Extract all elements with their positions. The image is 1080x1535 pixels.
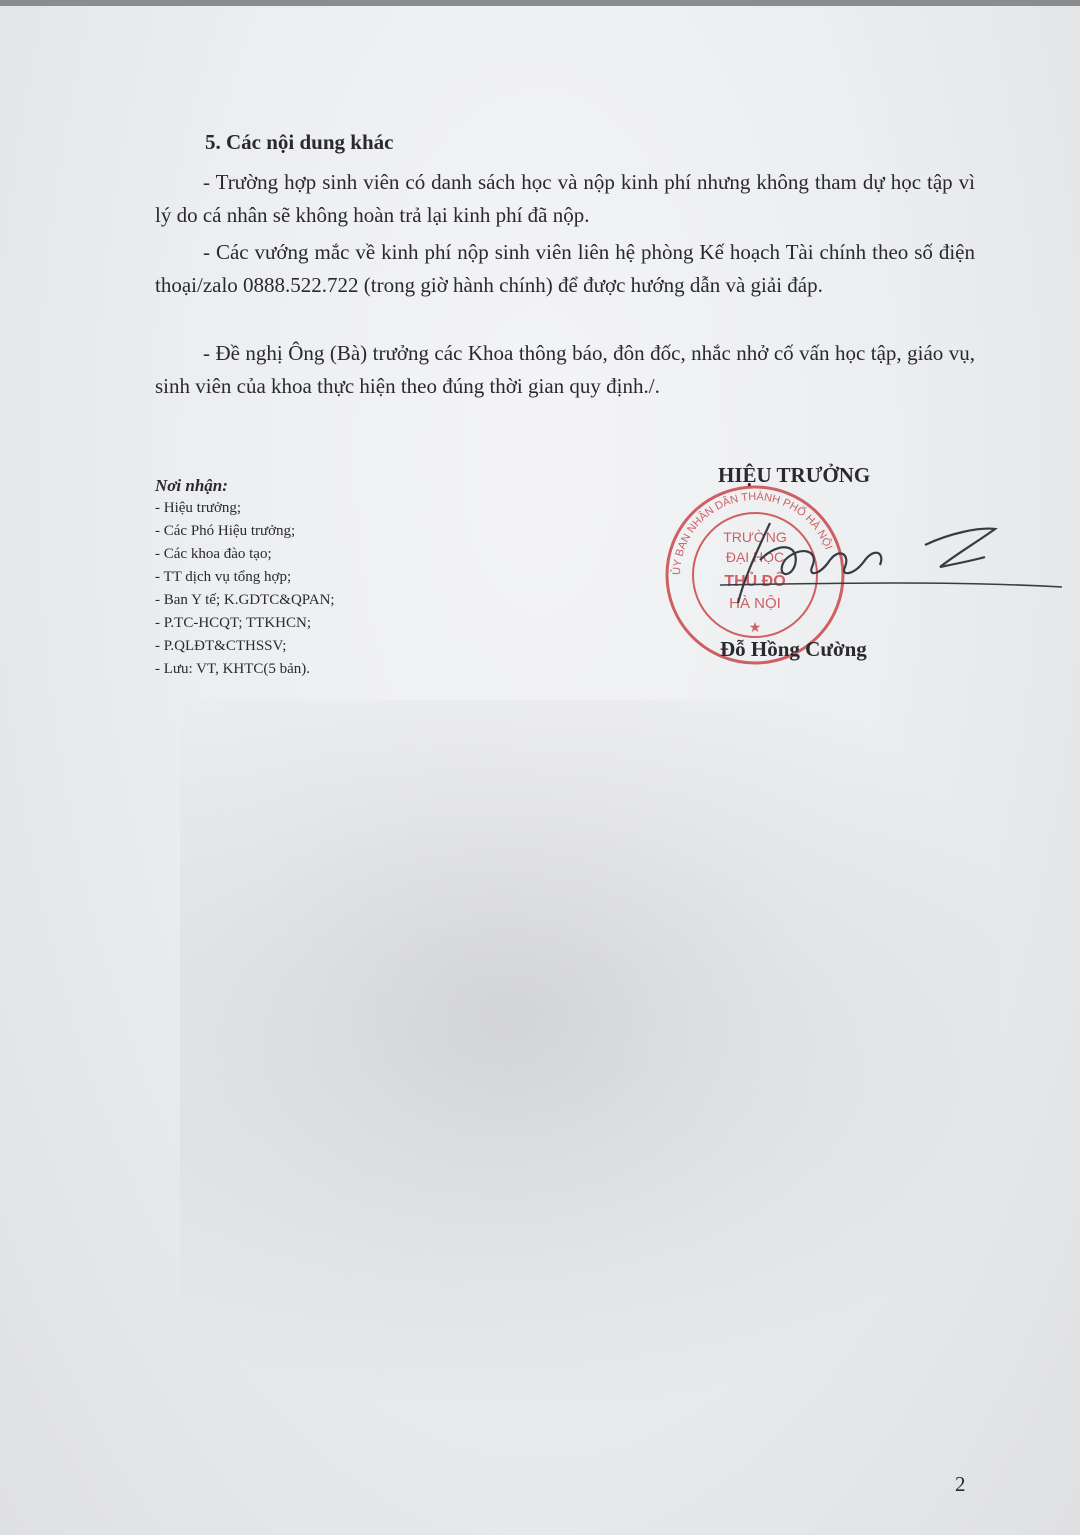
handwritten-signature — [690, 505, 1070, 615]
stamp-line-2: ĐẠI HỌC — [725, 549, 785, 565]
stamp-line-4: HÀ NỘI — [729, 595, 781, 612]
recipients-list — [155, 497, 335, 681]
recipient-item: - P.QLĐT&CTHSSV; — [155, 638, 287, 654]
recipients-block — [155, 474, 335, 681]
recipient-item: - Các Phó Hiệu trưởng; — [155, 523, 296, 539]
stamp-arc-text: ỦY BAN NHÂN DÂN THÀNH PHỐ HÀ NỘI — [670, 490, 835, 576]
recipient-item: - TT dịch vụ tổng hợp; — [155, 569, 292, 585]
page-number: 2 — [955, 1472, 966, 1496]
recipient-item: - Ban Y tế; K.GDTC&QPAN; — [155, 592, 335, 608]
signer-name: Đỗ Hồng Cường — [720, 637, 867, 661]
signer-title: HIỆU TRƯỞNG — [718, 463, 871, 487]
scan-edge — [0, 0, 1080, 6]
stamp-star: ★ — [748, 621, 762, 636]
paragraph-contact: - Các vướng mắc về kinh phí nộp sinh viên liên hệ phòng Kế hoạch Tài chính theo số điện thoại/zalo 0888.522.722 (trong giờ hành chính) để được hướng dẫn và giải đáp. — [155, 240, 975, 297]
recipients-title: Nơi nhận: — [155, 476, 228, 495]
paragraph-request: - Đề nghị Ông (Bà) trưởng các Khoa thông báo, đôn đốc, nhắc nhở cố vấn học tập, giáo vụ, sinh viên của khoa thực hiện theo đúng thời gian quy định./. — [155, 341, 975, 398]
recipient-item: - P.TC-HCQT; TTKHCN; — [155, 615, 311, 631]
recipient-item: - Hiệu trưởng; — [155, 500, 242, 516]
recipient-item: - Lưu: VT, KHTC(5 bản). — [155, 661, 311, 677]
section-heading: 5. Các nội dung khác — [205, 130, 394, 154]
paragraph-refund: - Trường hợp sinh viên có danh sách học và nộp kinh phí nhưng không tham dự học tập vì lý do cá nhân sẽ không hoàn trả lại kinh phí đã nộp. — [155, 170, 975, 227]
recipient-item: - Các khoa đào tạo; — [155, 546, 272, 562]
photo-shadow — [180, 700, 1000, 1400]
stamp-line-3: THỦ ĐÔ — [724, 573, 786, 590]
stamp-line-1: TRƯỜNG — [723, 529, 787, 545]
